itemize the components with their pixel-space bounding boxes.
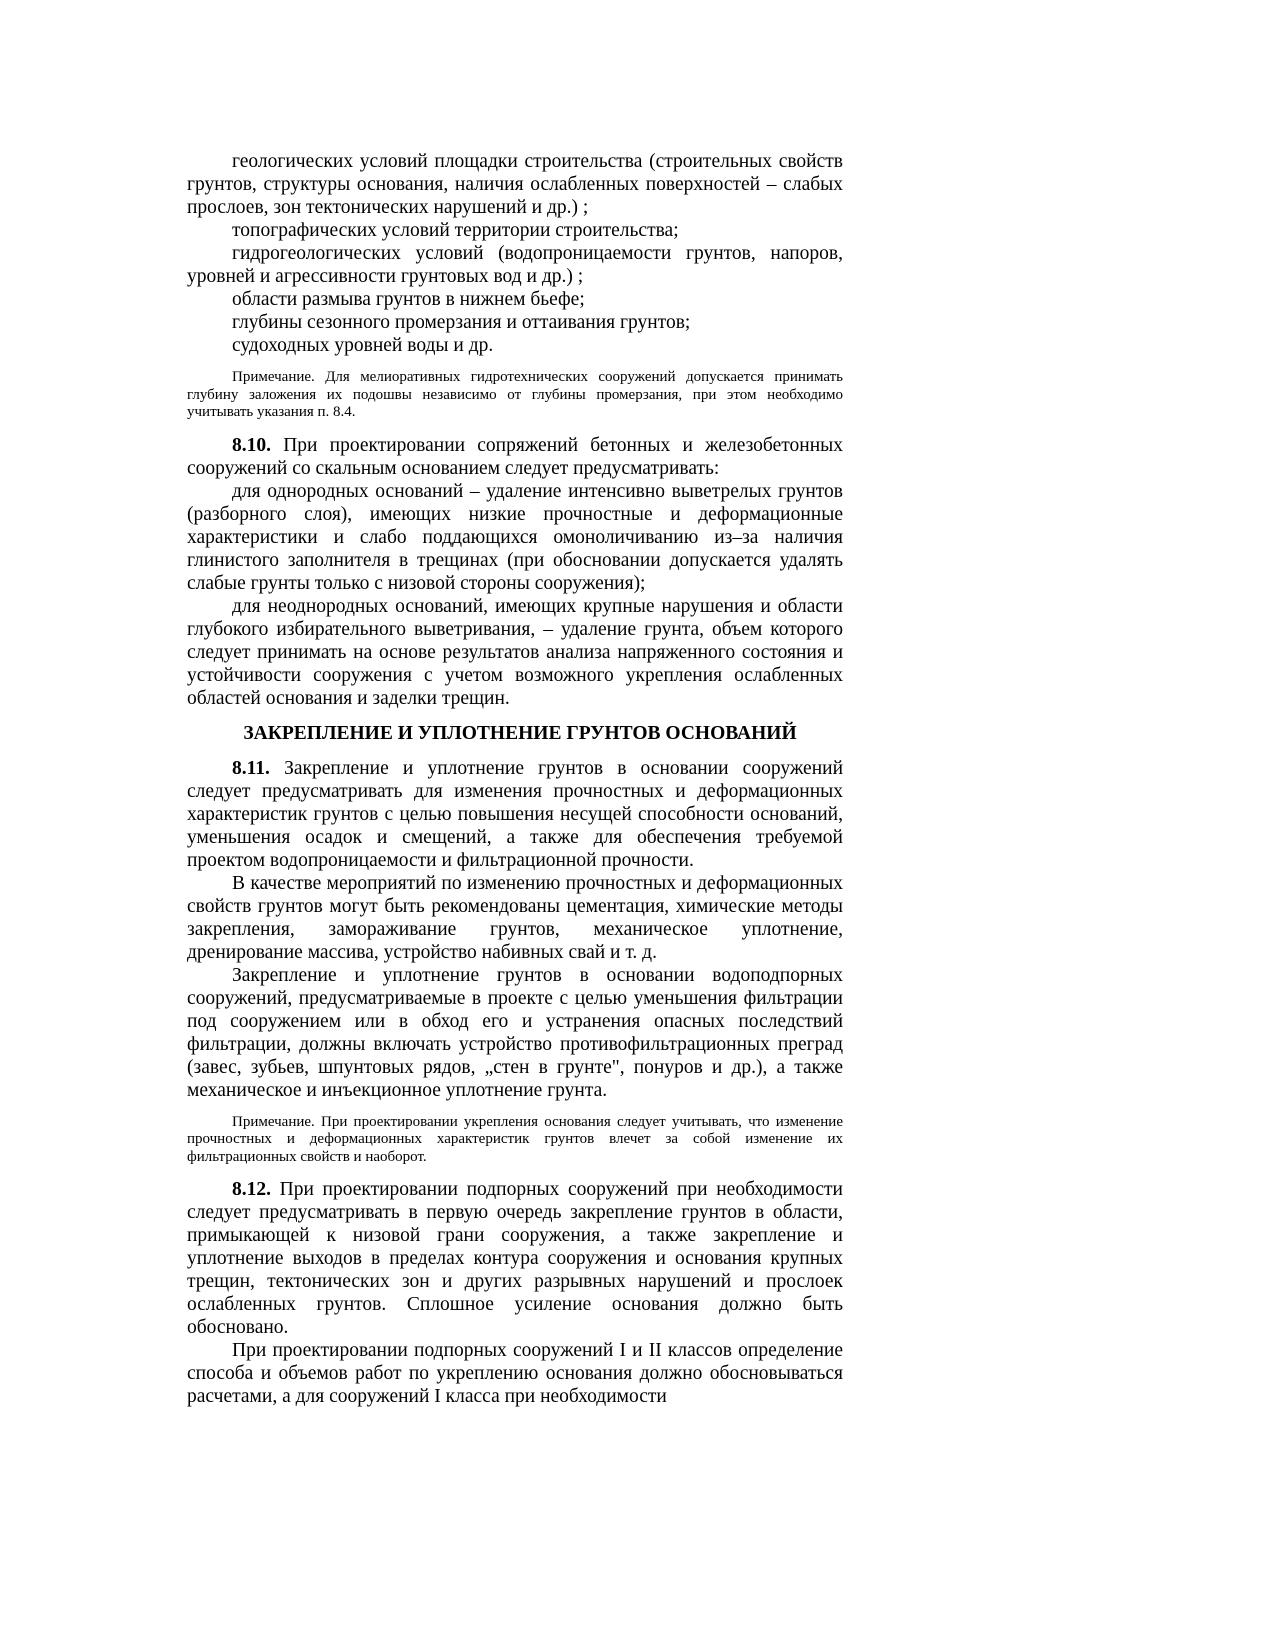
section-number: 8.10. [232,434,271,456]
section-text: При проектировании сопряжений бетонных и железобетонных сооружений со скальным основанием следует предусматривать: [187,434,843,479]
section-text: Закрепление и уплотнение грунтов в основании сооружений следует предусматривать для изменения прочностных и деформационных характеристик грунтов с целью повышения несущей способности оснований, уменьшения осадок и смещений, а также для обеспечения требуемой проектом водопроницаемости и фильтрационной прочности. [187,757,843,871]
paragraph-measures: В качестве мероприятий по изменению прочностных и деформационных свойств грунтов могут быть рекомендованы цементация, химические методы закрепления, замораживание грунтов, механическое уплотнение, дренирование массива, устройство набивных свай и т. д. [187,872,843,963]
note-reinforcement: Примечание. При проектировании укрепления основания следует учитывать, что изменение прочностных и деформационных характеристик грунтов влечет за собой изменение их фильтрационных свойств и наоборот. [187,1113,843,1165]
section-text: При проектировании подпорных сооружений при необходимости следует предусматривать в первую очередь закрепление грунтов в области, примыкающей к низовой грани сооружения, а также закрепление и уплотнение выходов в пределах контура сооружения и основания крупных трещин, тектонических зон и других разрывных нарушений и прослоек ослабленных грунтов. Сплошное усиление основания должно быть обосновано. [187,1179,843,1338]
paragraph-water-levels: судоходных уровней воды и др. [232,335,494,356]
paragraph-water-retaining: Закрепление и уплотнение грунтов в основании водоподпорных сооружений, предусматриваемые в проекте с целью уменьшения фильтрации под сооружением или в обход его и устранения опасных последствий фильтрации, должны включать устройство противофильтрационных преград (завес, зубьев, шпунтовых рядов, „стен в грунте", понуров и др.), а также механическое и инъекционное уплотнение грунта. [187,964,843,1101]
document-page [187,150,843,1408]
section-8-12 [187,1178,843,1339]
paragraph-freezing: глубины сезонного промерзания и оттаивания грунтов; [232,312,691,333]
paragraph-topographic: топографических условий территории строительства; [232,220,679,241]
section-heading: ЗАКРЕПЛЕНИЕ И УПЛОТНЕНИЕ ГРУНТОВ ОСНОВАНИЙ [243,722,797,744]
paragraph-erosion: области размыва грунтов в нижнем бьефе; [232,289,585,310]
section-number: 8.12. [232,1179,271,1200]
section-number: 8.11. [232,757,270,779]
paragraph-heterogeneous: для неоднородных оснований, имеющих крупные нарушения и области глубокого избирательного выветривания, – удаление грунта, объем которого следует принимать на основе результатов анализа напряженного состояния и устойчивости сооружения с учетом возможного укрепления ослабленных областей основания и заделки трещин. [187,595,843,709]
note-melioration: Примечание. Для мелиоративных гидротехнических сооружений допускается принимать глубину заложения их подошвы независимо от глубины промерзания, при этом необходимо учитывать указания п. 8.4. [187,369,843,420]
section-8-10 [187,434,843,480]
paragraph-geological: геологических условий площадки строительства (строительных свойств грунтов, структуры основания, наличия ослабленных поверхностей – слабых прослоев, зон тектонических нарушений и др.) ; [187,151,843,218]
section-8-11 [187,757,843,872]
paragraph-homogeneous: для однородных оснований – удаление интенсивно выветрелых грунтов (разборного слоя), имеющих низкие прочностные и деформационные характеристики и слабо поддающихся омоноличиванию из–за наличия глинистого заполнителя в трещинах (при обосновании допускается удалять слабые грунты только с низовой стороны сооружения); [187,480,843,594]
paragraph-hydrogeological: гидрогеологических условий (водопроницаемости грунтов, напоров, уровней и агрессивности грунтовых вод и др.) ; [187,243,843,287]
paragraph-classes: При проектировании подпорных сооружений I и II классов определение способа и объемов работ по укреплению основания должно обосновываться расчетами, а для сооружений I класса при необходимости [187,1340,843,1407]
